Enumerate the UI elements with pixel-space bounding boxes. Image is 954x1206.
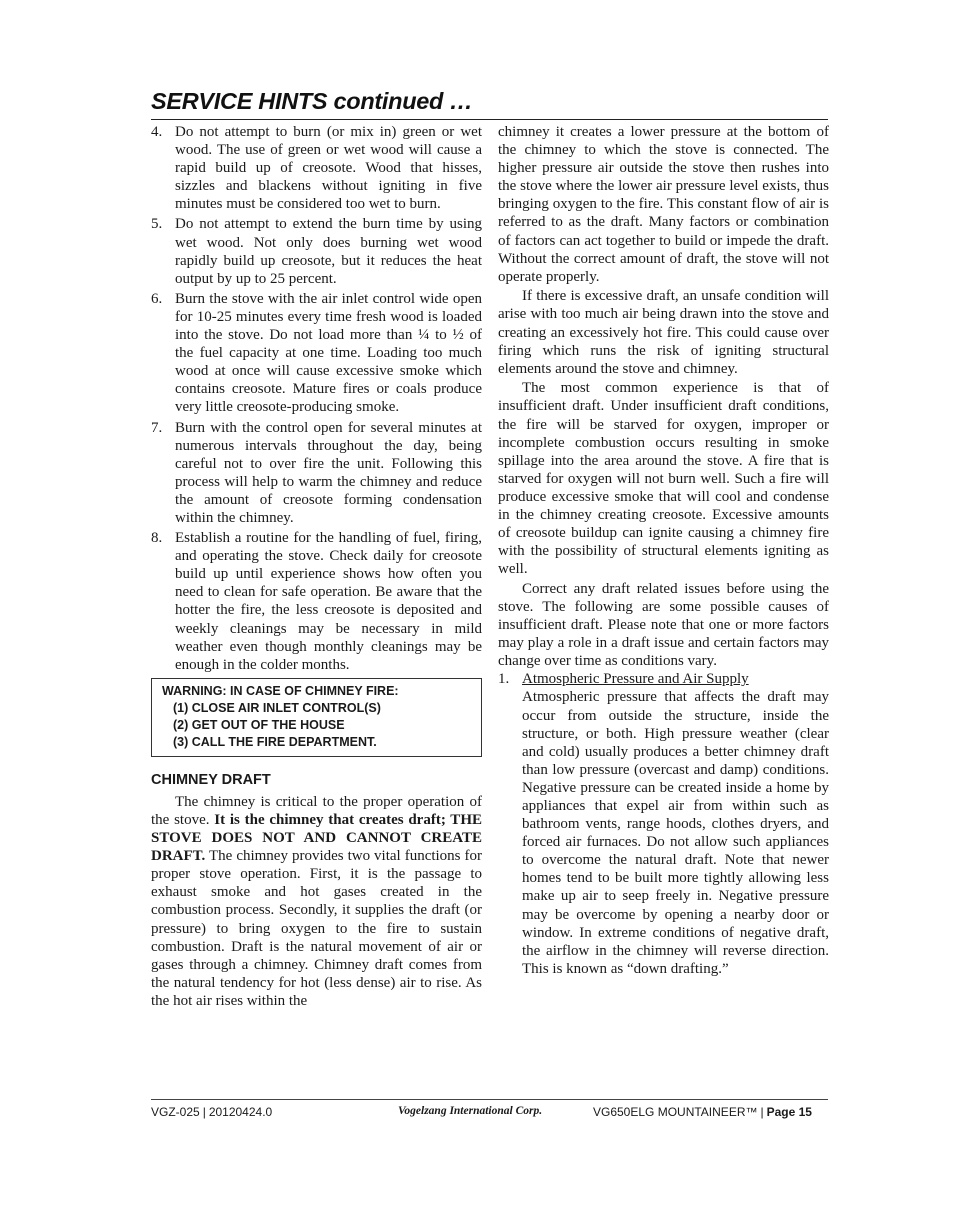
footer-rule (151, 1099, 828, 1100)
page-title: SERVICE HINTS continued … (151, 88, 473, 114)
list-number: 6. (151, 290, 163, 307)
paragraph-text: The chimney is critical to the proper operation of the stove. (151, 793, 482, 828)
footer-doc-id (151, 1105, 272, 1119)
paragraph-text: The chimney provides two vital functions for proper stove operation. First, it is the passage to exhaust smoke and hot gases created in the combustion process. Secondly, it supplies the draft (or pressure) to bring oxygen to the fire to sustain combustion. Draft is the natural movement of air or gases through a chimney. Chimney draft comes from the natural tendency for hot (less dense) air to rise. As the hot air rises within the (151, 848, 482, 1009)
doc-date: 20120424.0 (208, 1105, 273, 1119)
list-number: 7. (151, 419, 163, 436)
right-column (498, 123, 829, 978)
warning-step-1: (1) CLOSE AIR INLET CONTROL(S) (173, 700, 381, 715)
list-item (498, 670, 829, 688)
list-item (151, 215, 482, 287)
list-item (151, 419, 482, 528)
list-text: Burn with the control open for several minutes at numerous intervals throughout the day, being careful not to over fire the unit. Following this process will help to warm the chimney and reduce the amount of creosote forming condensation within the chimney. (175, 419, 482, 526)
list-text: Do not attempt to burn (or mix in) green or wet wood. The use of green or wet wood will cause a rapid build up of creosote. Wood that hisses, sizzles and blackens without igniting in five minutes must be considered too wet to burn. (175, 124, 482, 213)
subsection-heading: Atmospheric Pressure and Air Supply (522, 671, 749, 688)
list-number: 8. (151, 530, 163, 547)
title-rule (151, 119, 828, 120)
subsection-text: Atmospheric pressure that affects the draft may occur from outside the structure, inside the structure, or both. High pressure weather (clear and cold) usually produces a better chimney draft than low pressure (overcast and damp) conditions. Negative pressure can be created inside a home by appliances that expel air from within such as bathroom vents, range hoods, clothes dryers, and forced air furnaces. Do not allow such appliances to overcome the natural draft. Note that newer homes tend to be built more tightly allowing less make up air to seep freely in. Negative pressure may be overcome by opening a nearby door or window. In extreme conditions of negative draft, the airflow in the chimney will reverse direction. This is known as “down drafting.” (522, 689, 829, 977)
paragraph-correct-issues: Correct any draft related issues before using the stove. The following are some possible causes of insufficient draft. Please note that one or more factors may play a role in a draft issue and certain factors may change over time as conditions vary. (498, 580, 829, 670)
paragraph-excessive-draft: If there is excessive draft, an unsafe condition will arise with too much air being drawn into the stove and creating an excessively hot fire. This could cause over firing which runs the risk of igniting structural elements around the stove and chimney. (498, 288, 829, 377)
list-number: 5. (151, 216, 163, 233)
list-item (151, 290, 482, 417)
chimney-fire-warning-box (151, 678, 482, 757)
warning-step-3: (3) CALL THE FIRE DEPARTMENT. (173, 734, 377, 749)
footer-company: Vogelzang International Corp. (398, 1105, 543, 1117)
product-name: VG650ELG MOUNTAINEER™ (593, 1105, 758, 1119)
emphasis-text: It is the chimney that creates draft; THE STOVE DOES NOT AND CANNOT CREATE DRAFT. (151, 812, 482, 865)
list-text: Do not attempt to extend the burn time by using wet wood. Not only does burning wet wood rapidly build up creosote, but it reduces the heat output by up to 25 percent. (175, 216, 482, 287)
chimney-draft-paragraph (151, 793, 482, 1010)
footer-product (593, 1105, 812, 1119)
list-text: Establish a routine for the handling of fuel, firing, and operating the stove. Check daily for creosote build up until experience shows how often you need to clean for safe operation. Be aware that the hotter the fire, the less creosote is deposited and weekly cleanings may be necessary in mild weather even though monthly cleanings may be enough in the colder months. (175, 530, 482, 673)
footer-separator: | (202, 1105, 206, 1119)
doc-code: VGZ-025 (151, 1105, 200, 1119)
left-column (151, 123, 482, 1010)
paragraph-continued: chimney it creates a lower pressure at the bottom of the chimney to which the stove is connected. The higher pressure air outside the stove then rushes into the stove where the lower air pressure level exists, thus bringing oxygen to the fire. This constant flow of air is referred to as the draft. Many factors or combination of factors can act together to build or impede the draft. Without the correct amount of draft, the stove will not operate properly. (498, 124, 829, 285)
warning-heading: WARNING: IN CASE OF CHIMNEY FIRE: (162, 683, 399, 698)
paragraph-insufficient-draft: The most common experience is that of insufficient draft. Under insufficient draft conditions, the fire will be starved for oxygen, improper or incomplete combustion occurs resulting in smoke spillage into the area around the stove. A fire that is starved for oxygen will not burn well. Such a fire will produce excessive smoke that will cool and condense in the chimney creating creosote. Excessive amounts of creosote buildup can ignite causing a chimney fire with the possibility of structural elements igniting as well. (498, 380, 829, 578)
list-item (151, 529, 482, 674)
section-heading-chimney-draft: CHIMNEY DRAFT (151, 771, 271, 788)
list-number: 4. (151, 124, 163, 140)
page-number: Page 15 (766, 1105, 812, 1119)
footer-separator: | (760, 1105, 764, 1119)
warning-step-2: (2) GET OUT OF THE HOUSE (173, 717, 345, 732)
list-text: Burn the stove with the air inlet control wide open for 10-25 minutes every time fresh wood is loaded into the stove. Do not load more than ¼ to ½ of the fuel capacity at one time. Loading too much wood at once will cause excessive smoke which contains creosote. Mature fires or coals produce very little creosote-producing smoke. (175, 290, 482, 416)
list-item (151, 123, 482, 213)
list-number: 1. (498, 671, 510, 688)
